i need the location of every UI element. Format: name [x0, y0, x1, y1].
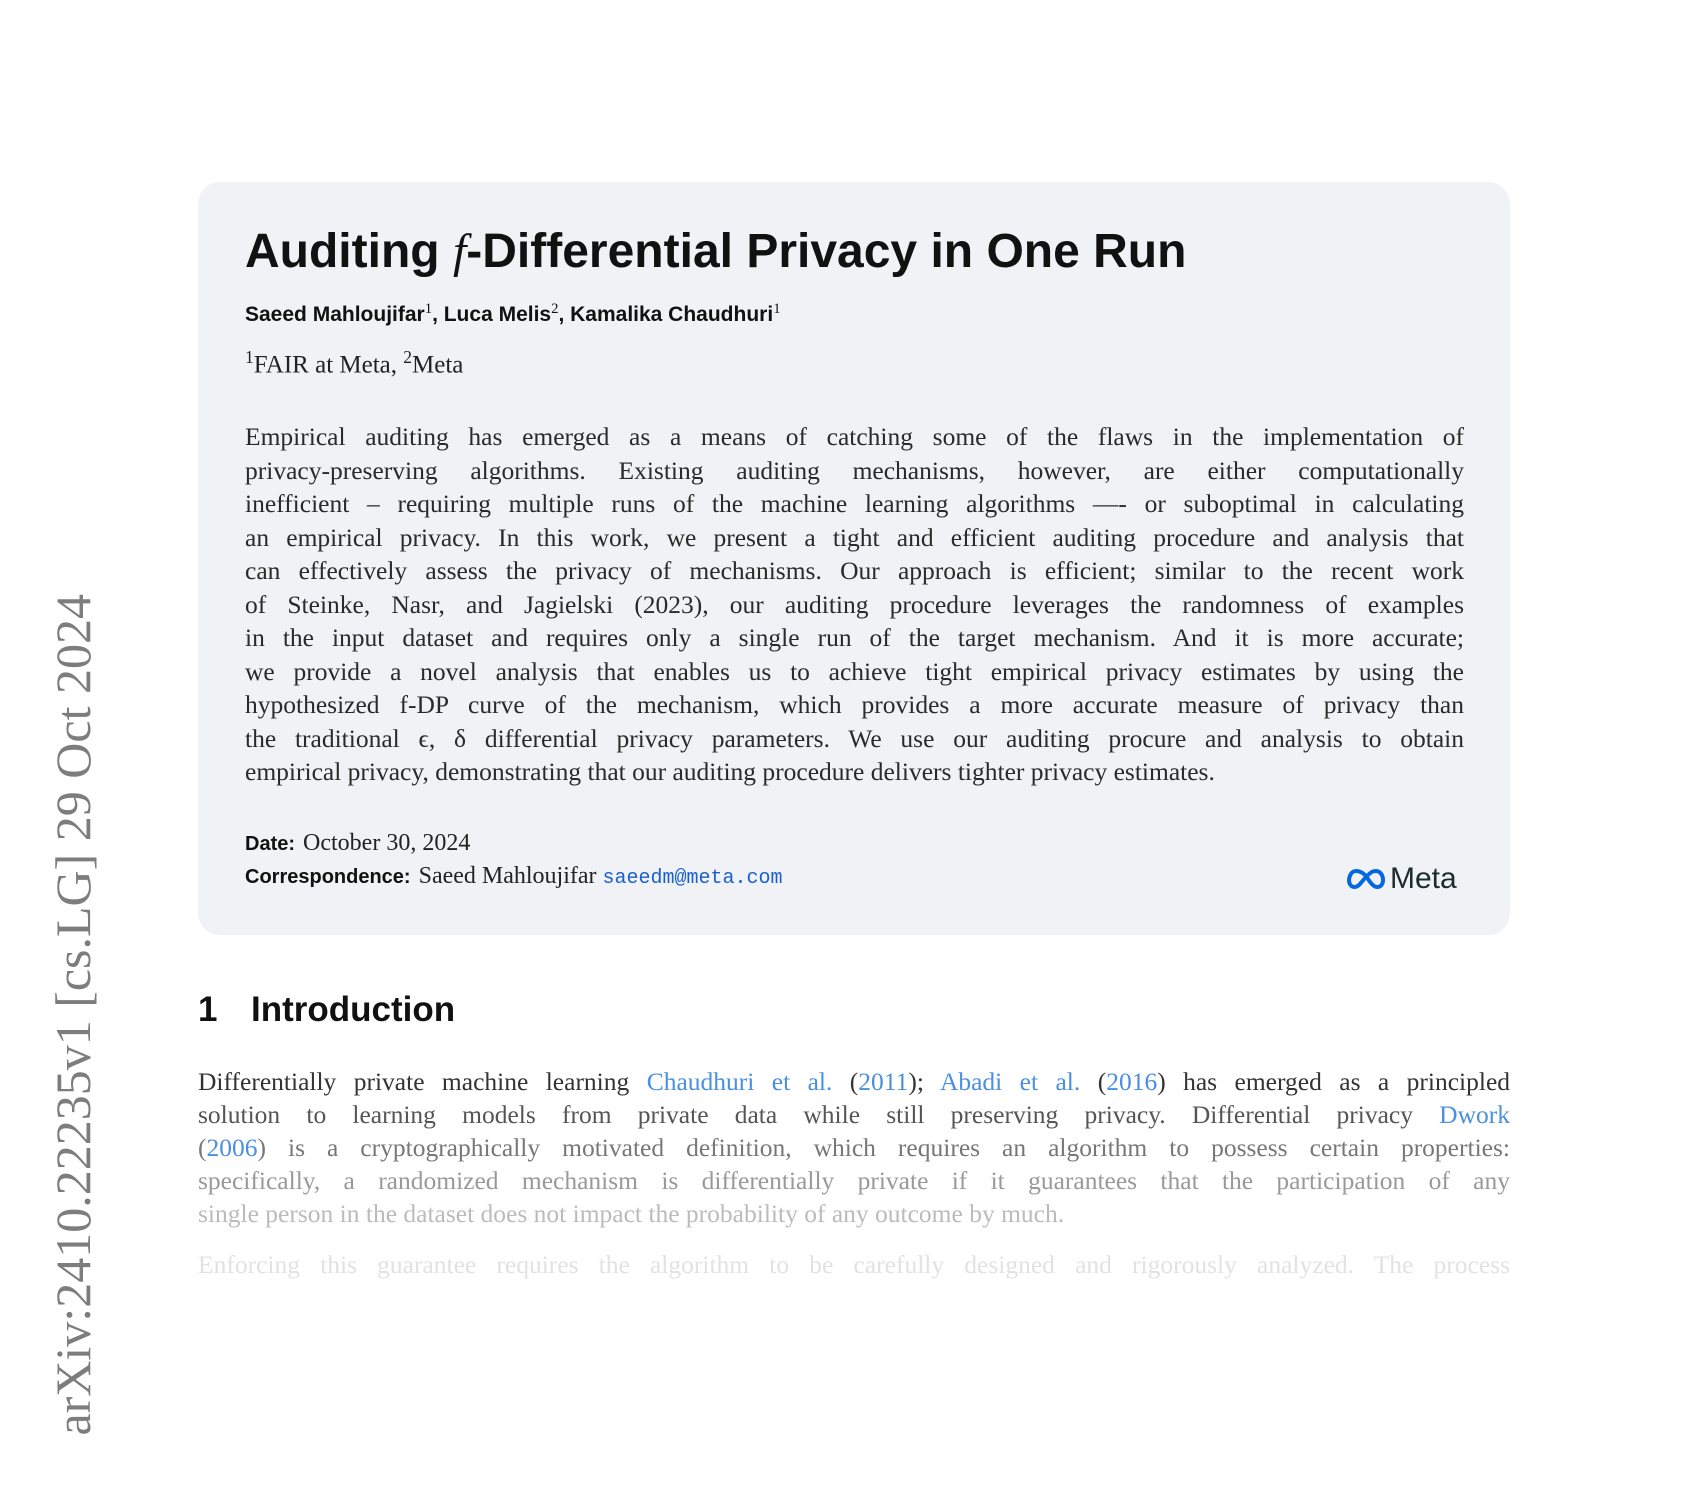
abstract-line: inefficient – requiring multiple runs of the machine learning algorithms —- or suboptimal in calculating — [245, 489, 1464, 518]
abstract-line: hypothesized f-DP curve of the mechanism, which provides a more accurate measure of privacy than — [245, 690, 1464, 719]
meta-logo: Meta — [1346, 862, 1457, 896]
abstract-line: empirical privacy, demonstrating that our auditing procedure delivers tighter privacy estimates. — [245, 757, 1215, 786]
author: Kamalika Chaudhuri$^1$ — [570, 301, 781, 326]
abstract-line: can effectively assess the privacy of mechanisms. Our approach is efficient; similar to the recent work — [245, 556, 1464, 585]
title-text: -Differential Privacy in One Run — [466, 225, 1187, 278]
abstract-line: in the input dataset and requires only a single run of the target mechanism. And it is more accurate; — [245, 623, 1464, 652]
title-text: Auditing — [245, 225, 453, 278]
affiliations: $^1$FAIR at Meta, $^2$Meta — [245, 347, 464, 379]
intro-line: Enforcing this guarantee requires the algorithm to be carefully designed and rigorously analyzed. The process — [198, 1250, 1510, 1279]
author: Luca Melis$^2$ — [443, 301, 559, 326]
correspondence-row: Correspondence: Saeed Mahloujifar saeedm@meta.com — [245, 863, 783, 890]
abstract-line: of Steinke, Nasr, and Jagielski (2023), our auditing procedure leverages the randomness of examples — [245, 589, 1464, 619]
intro-line: (2006) is a cryptographically motivated definition, which requires an algorithm to possess certain properties: — [198, 1133, 1510, 1162]
author-list: Saeed Mahloujifar$^1$, Luca Melis$^2$, Kamalika Chaudhuri$^1$ — [245, 301, 781, 326]
author: Saeed Mahloujifar$^1$ — [245, 301, 433, 326]
citation-link[interactable]: 2006 — [206, 1133, 258, 1162]
intro-line: specifically, a randomized mechanism is differentially private if it guarantees that the participation of any — [198, 1166, 1510, 1195]
intro-line: single person in the dataset does not impact the probability of any outcome by much. — [198, 1199, 1065, 1228]
citation-link[interactable]: Chaudhuri et al. — [646, 1067, 833, 1096]
date-row: Date: October 30, 2024 — [245, 830, 471, 856]
arxiv-stamp: arXiv:2410.22235v1 [cs.LG] 29 Oct 2024 — [45, 594, 101, 1436]
meta-infinity-icon — [1346, 867, 1386, 891]
email-link[interactable]: saeedm@meta.com — [602, 867, 783, 890]
abstract-line: Empirical auditing has emerged as a means of catching some of the flaws in the implementation of — [245, 422, 1464, 451]
abstract-line: an empirical privacy. In this work, we present a tight and efficient auditing procedure and analysis that — [245, 522, 1464, 552]
intro-line: Differentially private machine learning Chaudhuri et al. (2011); Abadi et al. (2016) has emerged as a principled — [198, 1067, 1511, 1096]
citation-link[interactable]: 2011 — [858, 1067, 909, 1096]
title-f: f — [452, 225, 467, 278]
paper-title — [245, 224, 1186, 279]
abstract-line: we provide a novel analysis that enables us to achieve tight empirical privacy estimates by using the — [245, 656, 1464, 686]
citation-link[interactable]: Abadi et al. — [939, 1067, 1081, 1096]
abstract-line: privacy-preserving algorithms. Existing auditing mechanisms, however, are either computationally — [245, 455, 1464, 485]
citation-link[interactable]: 2016 — [1106, 1067, 1158, 1096]
citation-link[interactable]: Dwork — [1439, 1100, 1510, 1129]
section-heading: Introduction — [251, 990, 456, 1029]
intro-line: solution to learning models from private data while still preserving privacy. Differential privacy Dwork — [198, 1100, 1510, 1129]
section-number: 1 — [198, 990, 218, 1029]
abstract-line: the traditional ϵ, δ differential privacy parameters. We use our auditing procure and analysis to obtain — [245, 723, 1464, 753]
